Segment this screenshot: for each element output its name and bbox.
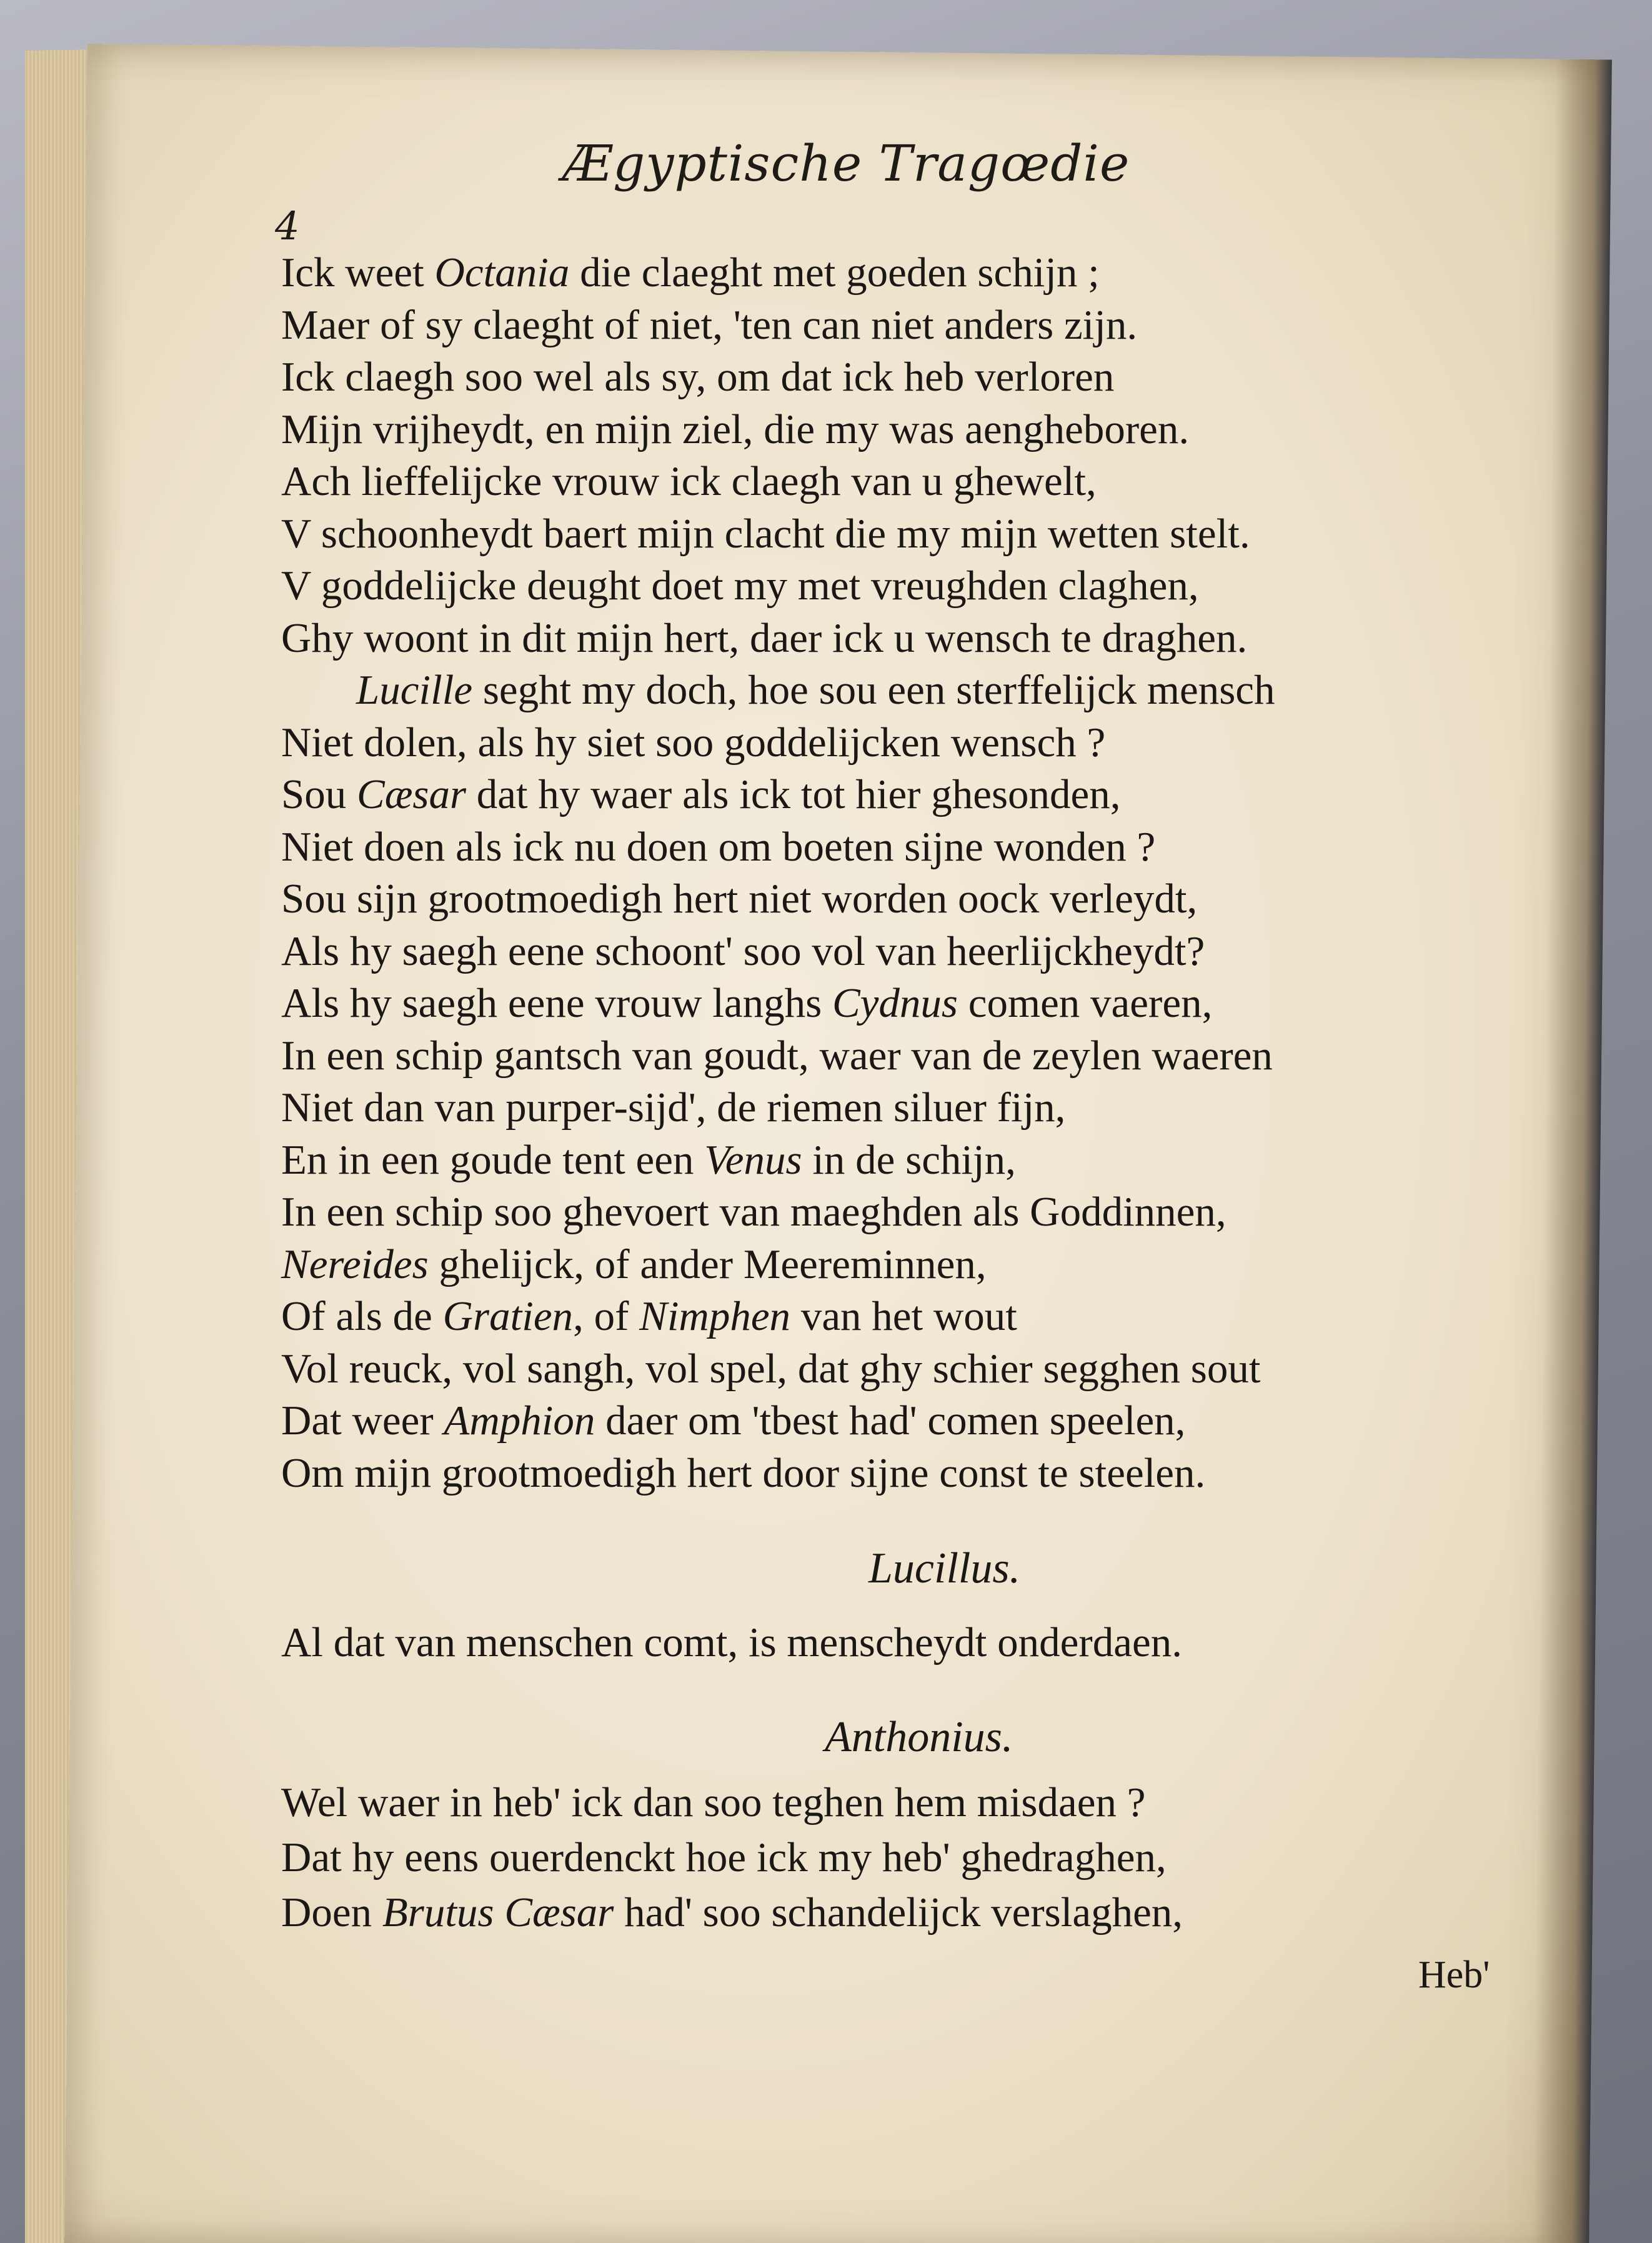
verse-line: Dat hy eens ouerdenckt hoe ick my heb' ghedraghen, bbox=[281, 1834, 1167, 1881]
verse-line: Ghy woont in dit mijn hert, daer ick u wensch te draghen. bbox=[281, 614, 1248, 661]
verse-block bbox=[281, 247, 1543, 1499]
verse-line: Niet doen als ick nu doen om boeten sijne wonden ? bbox=[281, 823, 1156, 870]
speaker-heading-anthonius: Anthonius. bbox=[825, 1713, 1013, 1761]
verse-line: Wel waer in heb' ick dan soo teghen hem misdaen ? bbox=[281, 1779, 1146, 1826]
verse-line: Al dat van menschen comt, is menscheydt onderdaen. bbox=[281, 1619, 1182, 1666]
verse-line: V goddelijcke deught doet my met vreughden claghen, bbox=[281, 562, 1199, 609]
verse-line: In een schip soo ghevoert van maeghden als Goddinnen, bbox=[281, 1189, 1227, 1235]
page-number: 4 bbox=[275, 203, 300, 249]
verse-line: Maer of sy claeght of niet, 'ten can niet anders zijn. bbox=[281, 301, 1138, 348]
speaker-heading-lucillus: Lucillus. bbox=[868, 1544, 1021, 1592]
verse-block bbox=[281, 1775, 1183, 1940]
verse-line: Als hy saegh eene vrouw langhs Cydnus comen vaeren, bbox=[281, 980, 1213, 1026]
verse-line: Vol reuck, vol sangh, vol spel, dat ghy schier segghen sout bbox=[281, 1345, 1261, 1392]
verse-line: Mijn vrijheydt, en mijn ziel, die my was aengheboren. bbox=[281, 406, 1190, 452]
verse-line: Ick claegh soo wel als sy, om dat ick heb verloren bbox=[281, 354, 1115, 400]
verse-line: Als hy saegh eene schoont' soo vol van heerlijckheydt? bbox=[281, 927, 1205, 974]
verse-line: Sou Cæsar dat hy waer als ick tot hier ghesonden, bbox=[281, 771, 1121, 817]
verse-line: Lucille seght my doch, hoe sou een sterffelijck mensch bbox=[356, 667, 1275, 713]
verse-line: Dat weer Amphion daer om 'tbest had' comen speelen, bbox=[281, 1397, 1186, 1444]
verse-line: Sou sijn grootmoedigh hert niet worden oock verleydt, bbox=[281, 876, 1198, 922]
verse-line: Nereides ghelijck, of ander Meereminnen, bbox=[281, 1241, 987, 1287]
verse-line: Doen Brutus Cæsar had' soo schandelijck verslaghen, bbox=[281, 1889, 1183, 1936]
verse-line: V schoonheydt baert mijn clacht die my mijn wetten stelt. bbox=[281, 510, 1250, 557]
verse-line: Ach lieffelijcke vrouw ick claegh van u ghewelt, bbox=[281, 458, 1097, 504]
running-head: Ægyptische Tragœdie bbox=[562, 134, 1130, 192]
verse-line: Om mijn grootmoedigh hert door sijne const te steelen. bbox=[281, 1449, 1206, 1496]
verse-line: En in een goude tent een Venus in de schijn, bbox=[281, 1136, 1016, 1183]
verse-line: Ick weet Octania die claeght met goeden schijn ; bbox=[281, 249, 1100, 296]
verse-line: Of als de Gratien, of Nimphen van het wout bbox=[281, 1293, 1017, 1339]
verse-line: In een schip gantsch van goudt, waer van de zeylen waeren bbox=[281, 1032, 1273, 1079]
verse-line: Niet dolen, als hy siet soo goddelijcken wensch ? bbox=[281, 719, 1106, 766]
catchword: Heb' bbox=[1418, 1954, 1490, 1996]
verse-line: Niet dan van purper-sijd', de riemen siluer fijn, bbox=[281, 1084, 1066, 1131]
